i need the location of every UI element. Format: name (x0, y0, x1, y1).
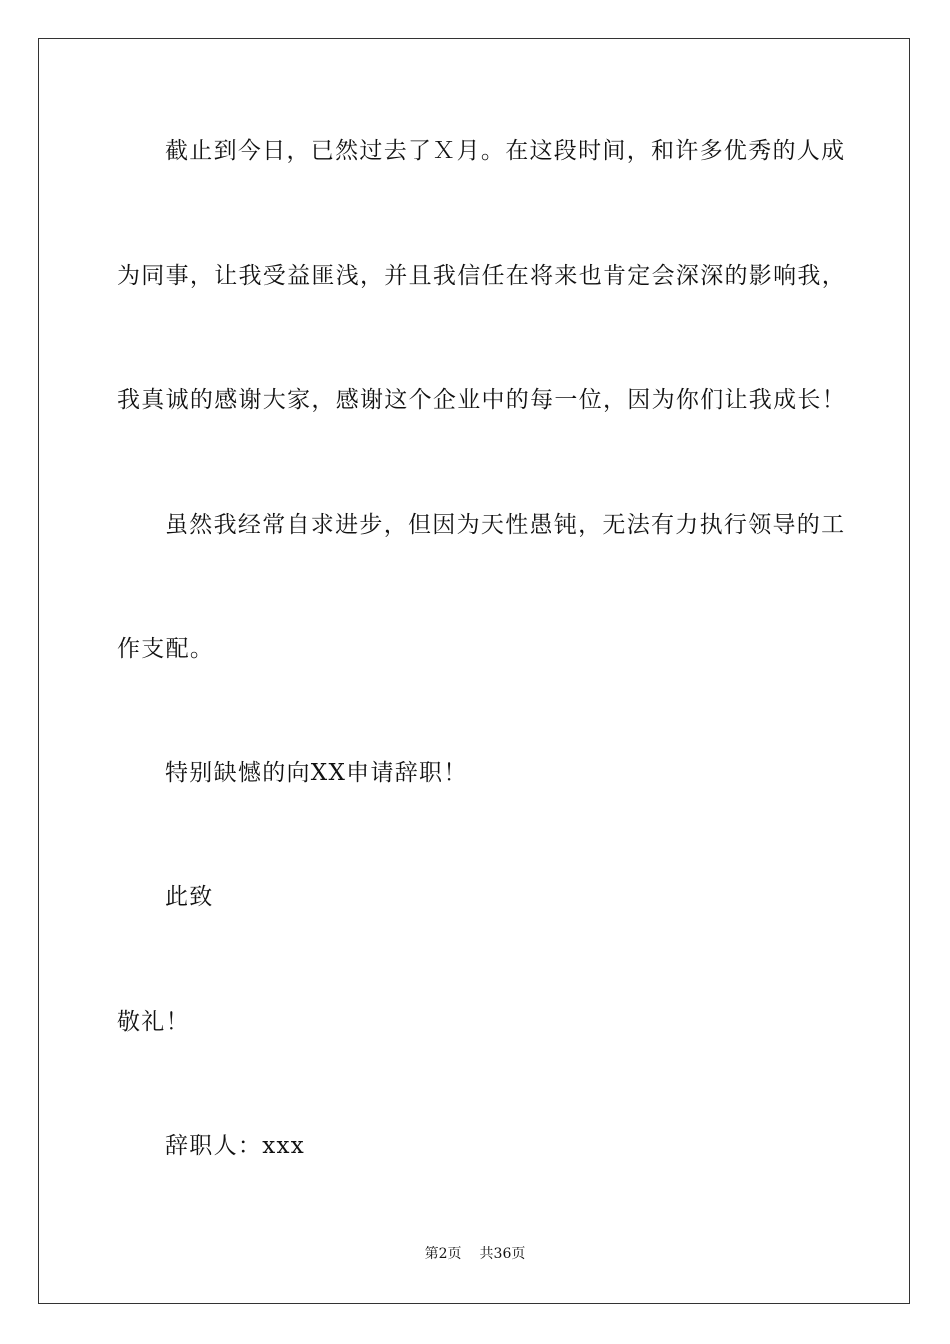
closing-respect: 敬礼！ (117, 1009, 190, 1035)
page-total: 共36页 (479, 1246, 526, 1262)
page-footer (0, 1245, 950, 1263)
paragraph-line-1: 截止到今日，已然过去了Ｘ月。在这段时间，和许多优秀的人成 (165, 138, 846, 164)
paragraph-line-2: 为同事，让我受益匪浅，并且我信任在将来也肯定会深深的影响我， (117, 263, 846, 289)
signature-line: 辞职人：xxx (165, 1133, 306, 1159)
paragraph-line-4: 虽然我经常自求进步，但因为天性愚钝，无法有力执行领导的工 (165, 512, 846, 538)
page-number: 第2页 (424, 1246, 462, 1262)
closing-salutation: 此致 (165, 884, 214, 910)
paragraph-line-6: 特别缺憾的向XX申请辞职！ (165, 760, 468, 786)
paragraph-line-3: 我真诚的感谢大家，感谢这个企业中的每一位，因为你们让我成长！ (117, 387, 846, 413)
page-border (38, 38, 910, 1304)
paragraph-line-5: 作支配。 (117, 636, 215, 662)
